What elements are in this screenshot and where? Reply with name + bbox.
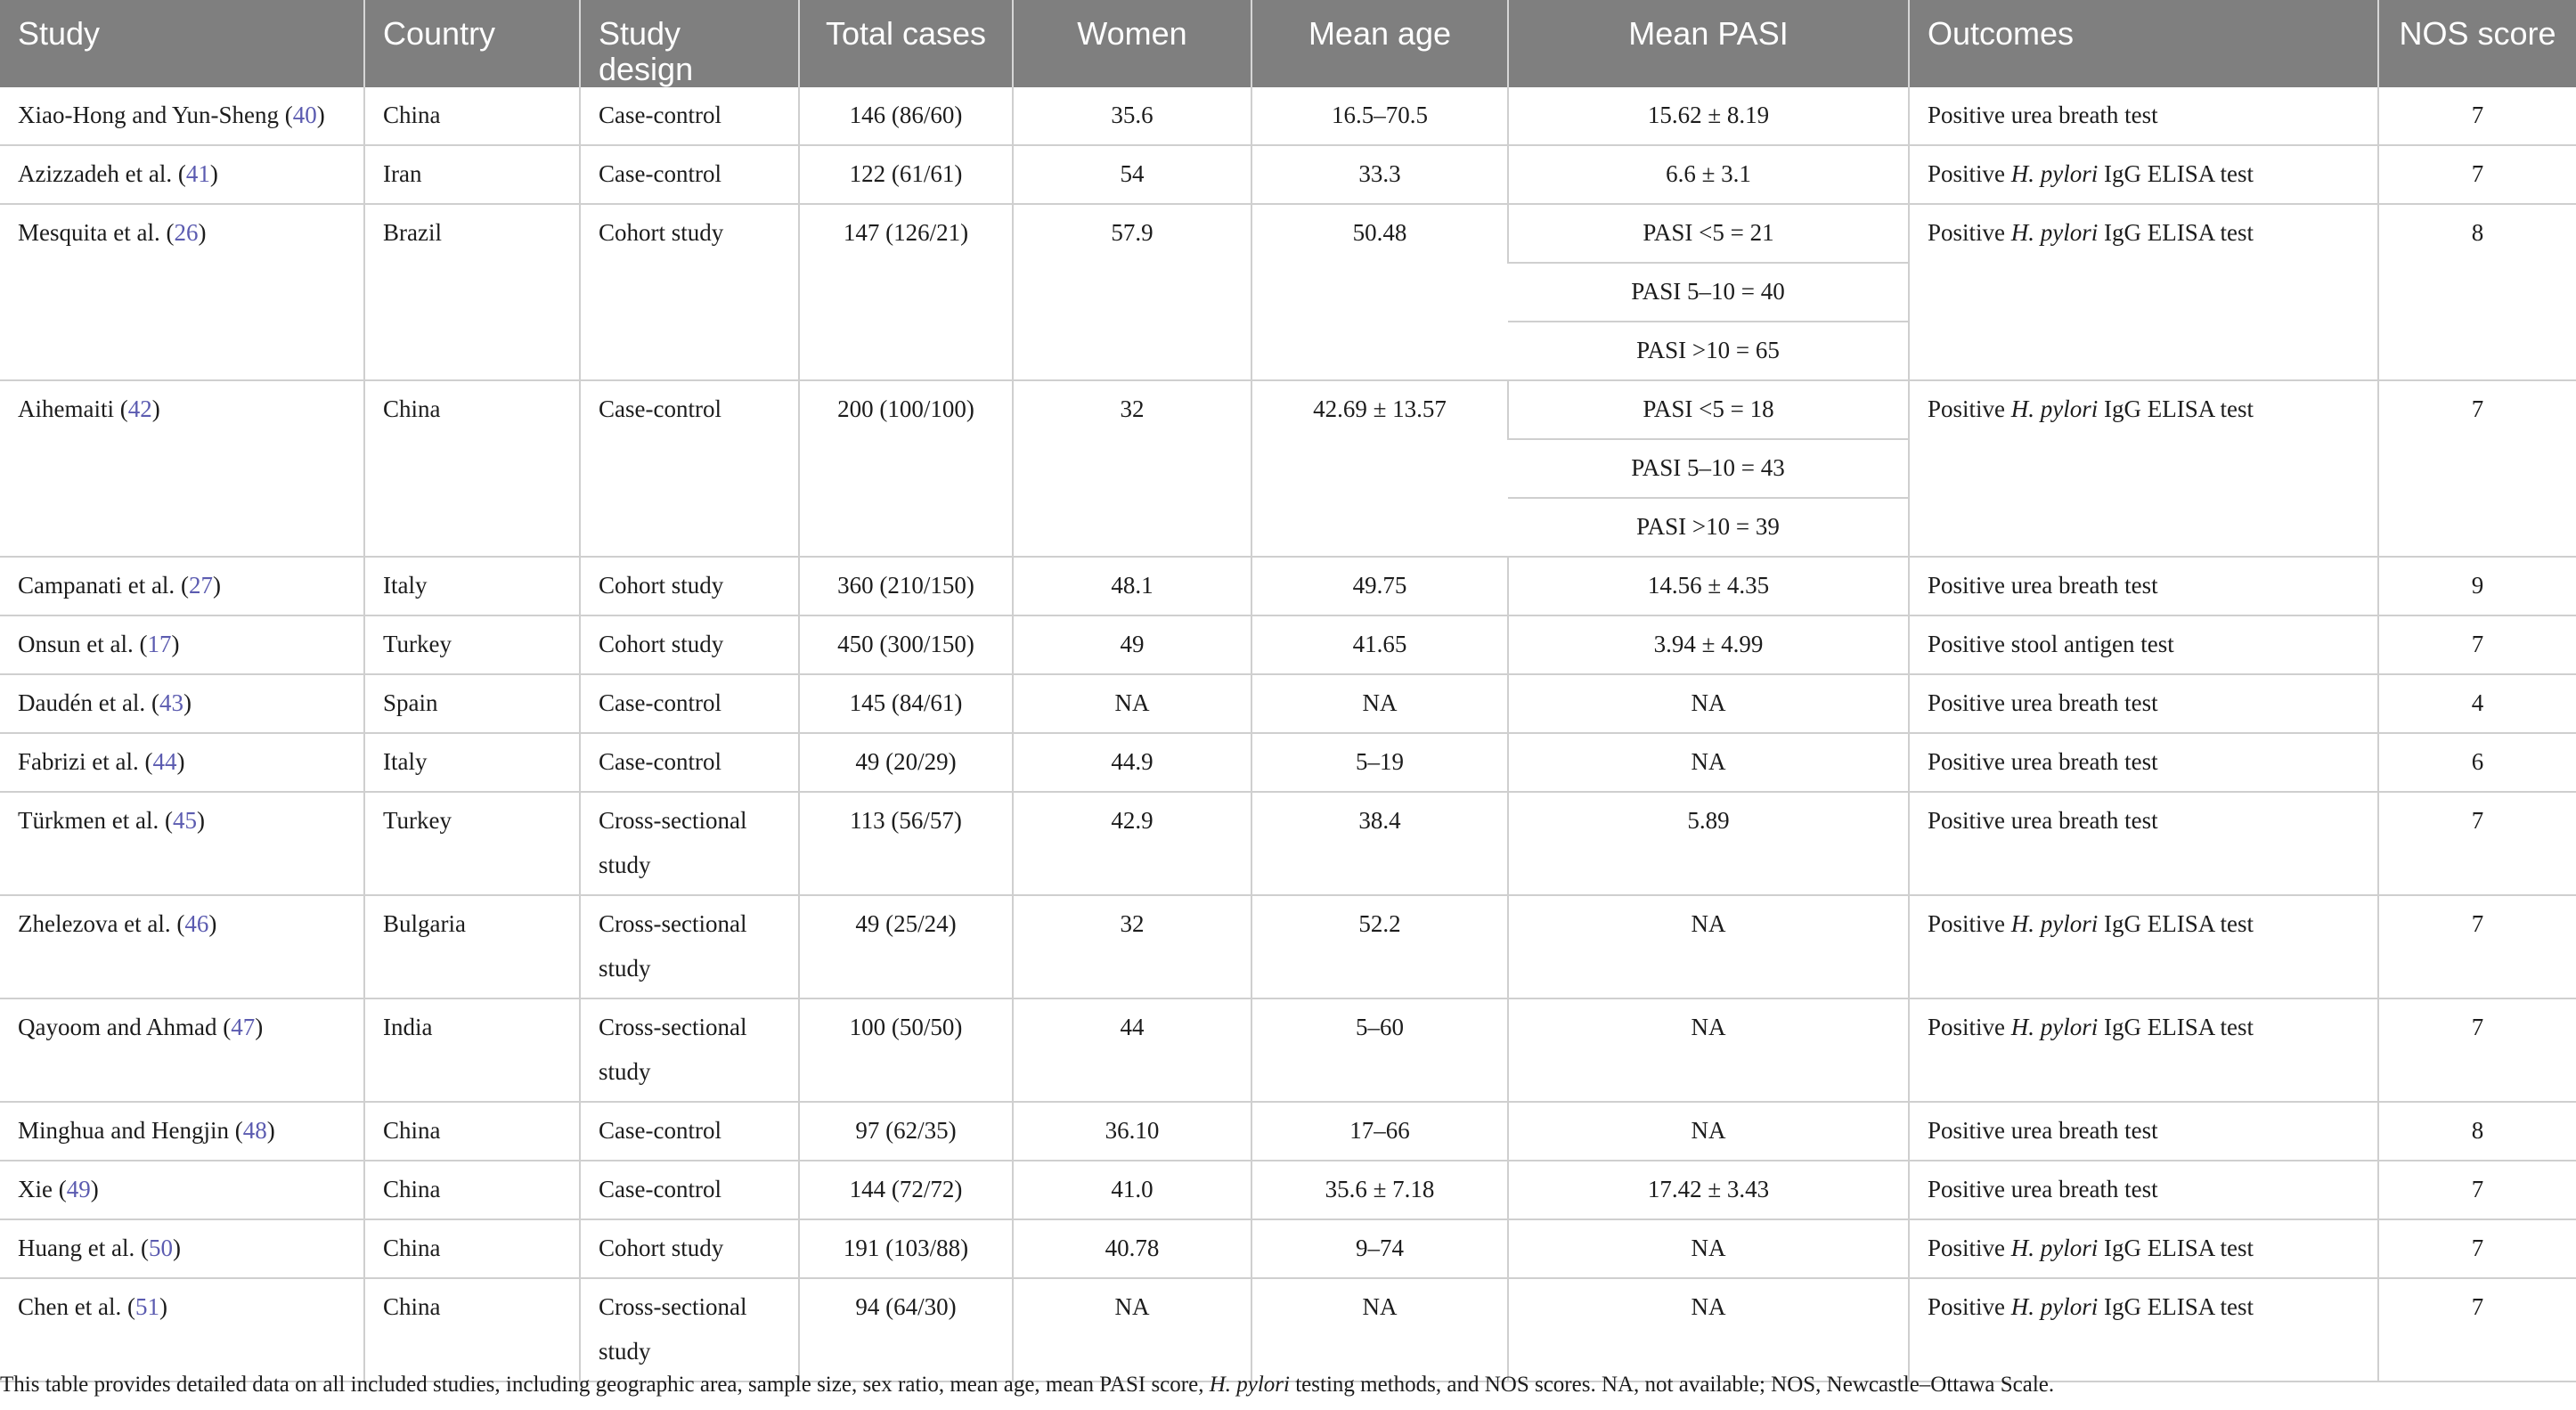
women-cell: 36.10 bbox=[1013, 1102, 1251, 1161]
mean-age-cell: 16.5–70.5 bbox=[1251, 87, 1508, 145]
study-name: Huang et al. bbox=[18, 1235, 135, 1261]
outcome-cell bbox=[1909, 557, 2378, 615]
nos-score-cell: 8 bbox=[2378, 204, 2576, 380]
country-cell: China bbox=[364, 1161, 580, 1219]
nos-score-cell: 9 bbox=[2378, 557, 2576, 615]
col-header-country: Country bbox=[364, 0, 580, 87]
table-row bbox=[0, 87, 2576, 145]
women-cell: 44.9 bbox=[1013, 733, 1251, 792]
total-cases-cell: 113 (56/57) bbox=[799, 792, 1013, 895]
nos-score-cell: 8 bbox=[2378, 1102, 2576, 1161]
nos-score-cell: 7 bbox=[2378, 1278, 2576, 1381]
total-cases-cell: 97 (62/35) bbox=[799, 1102, 1013, 1161]
table-row bbox=[0, 204, 2576, 263]
study-design-cell: Cohort study bbox=[580, 204, 799, 380]
mean-age-cell: 52.2 bbox=[1251, 895, 1508, 998]
study-cell: Azizzadeh et al. (41) bbox=[0, 145, 364, 204]
mean-pasi-cell: 5.89 bbox=[1508, 792, 1909, 895]
col-header-mean-pasi: Mean PASI bbox=[1508, 0, 1909, 87]
header-row bbox=[0, 0, 2576, 87]
reference-link[interactable]: 40 bbox=[292, 102, 317, 128]
study-name: Azizzadeh et al. bbox=[18, 160, 173, 187]
country-cell: India bbox=[364, 998, 580, 1102]
footnote-italic: H. pylori bbox=[1209, 1373, 1290, 1397]
outcome-text-end: IgG ELISA test bbox=[2098, 910, 2254, 937]
reference-link[interactable]: 27 bbox=[188, 572, 213, 599]
table-row bbox=[0, 792, 2576, 895]
table-row bbox=[0, 998, 2576, 1102]
nos-score-cell: 6 bbox=[2378, 733, 2576, 792]
outcome-text: Positive urea breath test bbox=[1928, 102, 2158, 128]
outcome-text-end: IgG ELISA test bbox=[2098, 219, 2254, 246]
mean-pasi-cell: PASI >10 = 39 bbox=[1508, 498, 1909, 557]
women-cell: 41.0 bbox=[1013, 1161, 1251, 1219]
mean-pasi-cell: 6.6 ± 3.1 bbox=[1508, 145, 1909, 204]
study-name: Xiao-Hong and Yun-Sheng bbox=[18, 102, 279, 128]
study-cell: Xiao-Hong and Yun-Sheng (40) bbox=[0, 87, 364, 145]
outcome-cell bbox=[1909, 615, 2378, 674]
study-name: Zhelezova et al. bbox=[18, 910, 171, 937]
study-design-cell: Cross-sectional study bbox=[580, 998, 799, 1102]
women-cell: 57.9 bbox=[1013, 204, 1251, 380]
study-cell: Minghua and Hengjin (48) bbox=[0, 1102, 364, 1161]
nos-score-cell: 7 bbox=[2378, 792, 2576, 895]
table-body bbox=[0, 87, 2576, 1381]
study-cell: Onsun et al. (17) bbox=[0, 615, 364, 674]
mean-pasi-cell: 14.56 ± 4.35 bbox=[1508, 557, 1909, 615]
study-design-cell: Cohort study bbox=[580, 557, 799, 615]
study-design-cell: Cross-sectional study bbox=[580, 895, 799, 998]
women-cell: 32 bbox=[1013, 380, 1251, 557]
outcome-cell bbox=[1909, 145, 2378, 204]
outcome-text-end: IgG ELISA test bbox=[2098, 1235, 2254, 1261]
table-row bbox=[0, 557, 2576, 615]
study-name: Daudén et al. bbox=[18, 689, 146, 716]
outcome-cell bbox=[1909, 1161, 2378, 1219]
outcome-cell bbox=[1909, 895, 2378, 998]
total-cases-cell: 146 (86/60) bbox=[799, 87, 1013, 145]
total-cases-cell: 360 (210/150) bbox=[799, 557, 1013, 615]
study-cell: Campanati et al. (27) bbox=[0, 557, 364, 615]
study-cell: Aihemaiti (42) bbox=[0, 380, 364, 557]
country-cell: China bbox=[364, 1102, 580, 1161]
study-name: Onsun et al. bbox=[18, 631, 134, 657]
mean-pasi-cell: PASI <5 = 18 bbox=[1508, 380, 1909, 439]
col-header-nos-score: NOS score bbox=[2378, 0, 2576, 87]
study-cell: Huang et al. (50) bbox=[0, 1219, 364, 1278]
outcome-cell bbox=[1909, 380, 2378, 557]
total-cases-cell: 122 (61/61) bbox=[799, 145, 1013, 204]
outcome-organism: H. pylori bbox=[2010, 910, 2099, 937]
outcome-text: Positive urea breath test bbox=[1928, 807, 2158, 834]
study-design-cell: Case-control bbox=[580, 87, 799, 145]
reference-link[interactable]: 47 bbox=[231, 1014, 256, 1040]
mean-age-cell: 33.3 bbox=[1251, 145, 1508, 204]
outcome-text: Positive bbox=[1928, 1235, 2011, 1261]
mean-pasi-cell: PASI 5–10 = 43 bbox=[1508, 439, 1909, 498]
outcome-cell bbox=[1909, 204, 2378, 380]
col-header-study: Study bbox=[0, 0, 364, 87]
study-design-cell: Case-control bbox=[580, 733, 799, 792]
study-design-cell: Case-control bbox=[580, 1161, 799, 1219]
women-cell: 49 bbox=[1013, 615, 1251, 674]
women-cell: 44 bbox=[1013, 998, 1251, 1102]
women-cell: 35.6 bbox=[1013, 87, 1251, 145]
reference-link[interactable]: 41 bbox=[185, 160, 210, 187]
total-cases-cell: 49 (25/24) bbox=[799, 895, 1013, 998]
country-cell: Brazil bbox=[364, 204, 580, 380]
table-row bbox=[0, 1161, 2576, 1219]
mean-pasi-cell: NA bbox=[1508, 1219, 1909, 1278]
country-cell: Italy bbox=[364, 557, 580, 615]
study-cell: Fabrizi et al. (44) bbox=[0, 733, 364, 792]
outcome-text: Positive urea breath test bbox=[1928, 572, 2158, 599]
table-row bbox=[0, 615, 2576, 674]
mean-pasi-cell: NA bbox=[1508, 1102, 1909, 1161]
study-design-cell: Case-control bbox=[580, 145, 799, 204]
outcome-text-end: IgG ELISA test bbox=[2098, 1293, 2254, 1320]
mean-age-cell: NA bbox=[1251, 674, 1508, 733]
table-row bbox=[0, 1219, 2576, 1278]
outcome-organism: H. pylori bbox=[2010, 1014, 2099, 1040]
outcome-text-end: IgG ELISA test bbox=[2098, 395, 2254, 422]
country-cell: China bbox=[364, 1219, 580, 1278]
nos-score-cell: 7 bbox=[2378, 1219, 2576, 1278]
col-header-mean-age: Mean age bbox=[1251, 0, 1508, 87]
study-name: Fabrizi et al. bbox=[18, 748, 139, 775]
footnote-text-end: testing methods, and NOS scores. NA, not available; NOS, Newcastle–Ottawa Scale. bbox=[1289, 1373, 2055, 1397]
mean-pasi-cell: PASI >10 = 65 bbox=[1508, 322, 1909, 380]
reference-link[interactable]: 51 bbox=[135, 1293, 159, 1320]
country-cell: China bbox=[364, 380, 580, 557]
footnote-text: This table provides detailed data on all included studies, including geographic area, sample size, sex ratio, mean age, mean PASI score, bbox=[0, 1373, 1210, 1397]
outcome-text: Positive stool antigen test bbox=[1928, 631, 2174, 657]
table-row bbox=[0, 733, 2576, 792]
women-cell: NA bbox=[1013, 674, 1251, 733]
study-cell: Xie (49) bbox=[0, 1161, 364, 1219]
mean-pasi-cell: PASI 5–10 = 40 bbox=[1508, 263, 1909, 322]
women-cell: 54 bbox=[1013, 145, 1251, 204]
women-cell: NA bbox=[1013, 1278, 1251, 1381]
table-header bbox=[0, 0, 2576, 87]
study-design-cell: Cohort study bbox=[580, 1219, 799, 1278]
mean-pasi-cell: 15.62 ± 8.19 bbox=[1508, 87, 1909, 145]
reference-link[interactable]: 17 bbox=[147, 631, 172, 657]
nos-score-cell: 7 bbox=[2378, 895, 2576, 998]
nos-score-cell: 7 bbox=[2378, 615, 2576, 674]
mean-age-cell: 9–74 bbox=[1251, 1219, 1508, 1278]
country-cell: Italy bbox=[364, 733, 580, 792]
country-cell: Bulgaria bbox=[364, 895, 580, 998]
outcome-text-end: IgG ELISA test bbox=[2098, 1014, 2254, 1040]
outcome-organism: H. pylori bbox=[2010, 395, 2099, 422]
mean-pasi-cell: 3.94 ± 4.99 bbox=[1508, 615, 1909, 674]
table-row bbox=[0, 380, 2576, 439]
study-design-cell: Cross-sectional study bbox=[580, 792, 799, 895]
col-header-women: Women bbox=[1013, 0, 1251, 87]
outcome-text: Positive bbox=[1928, 395, 2011, 422]
women-cell: 32 bbox=[1013, 895, 1251, 998]
mean-pasi-cell: PASI <5 = 21 bbox=[1508, 204, 1909, 263]
study-name: Minghua and Hengjin bbox=[18, 1117, 229, 1144]
total-cases-cell: 450 (300/150) bbox=[799, 615, 1013, 674]
outcome-text: Positive urea breath test bbox=[1928, 748, 2158, 775]
outcome-organism: H. pylori bbox=[2010, 160, 2099, 187]
study-design-cell: Case-control bbox=[580, 1102, 799, 1161]
col-header-study-design: Study design bbox=[580, 0, 799, 87]
total-cases-cell: 144 (72/72) bbox=[799, 1161, 1013, 1219]
outcome-cell bbox=[1909, 1278, 2378, 1381]
total-cases-cell: 147 (126/21) bbox=[799, 204, 1013, 380]
women-cell: 42.9 bbox=[1013, 792, 1251, 895]
study-name: Chen et al. bbox=[18, 1293, 122, 1320]
total-cases-cell: 200 (100/100) bbox=[799, 380, 1013, 557]
reference-link[interactable]: 45 bbox=[172, 807, 197, 834]
country-cell: Turkey bbox=[364, 615, 580, 674]
outcome-text: Positive bbox=[1928, 160, 2011, 187]
mean-pasi-cell: NA bbox=[1508, 674, 1909, 733]
country-cell: China bbox=[364, 1278, 580, 1381]
total-cases-cell: 191 (103/88) bbox=[799, 1219, 1013, 1278]
mean-age-cell: 5–19 bbox=[1251, 733, 1508, 792]
study-cell: Türkmen et al. (45) bbox=[0, 792, 364, 895]
mean-age-cell: 5–60 bbox=[1251, 998, 1508, 1102]
table-row bbox=[0, 674, 2576, 733]
total-cases-cell: 94 (64/30) bbox=[799, 1278, 1013, 1381]
table-row bbox=[0, 1102, 2576, 1161]
outcome-organism: H. pylori bbox=[2010, 1235, 2099, 1261]
reference-link[interactable]: 49 bbox=[66, 1176, 91, 1202]
mean-pasi-cell: NA bbox=[1508, 895, 1909, 998]
table-footnote bbox=[0, 1370, 2576, 1400]
outcome-text: Positive bbox=[1928, 1014, 2011, 1040]
outcome-cell bbox=[1909, 733, 2378, 792]
mean-pasi-cell: 17.42 ± 3.43 bbox=[1508, 1161, 1909, 1219]
outcome-text: Positive urea breath test bbox=[1928, 1176, 2158, 1202]
study-design-cell: Cross-sectional study bbox=[580, 1278, 799, 1381]
mean-age-cell: 41.65 bbox=[1251, 615, 1508, 674]
total-cases-cell: 49 (20/29) bbox=[799, 733, 1013, 792]
study-cell: Qayoom and Ahmad (47) bbox=[0, 998, 364, 1102]
study-name: Campanati et al. bbox=[18, 572, 175, 599]
reference-link[interactable]: 43 bbox=[159, 689, 183, 716]
outcome-organism: H. pylori bbox=[2010, 1293, 2099, 1320]
mean-age-cell: 49.75 bbox=[1251, 557, 1508, 615]
col-header-total-cases: Total cases bbox=[799, 0, 1013, 87]
country-cell: China bbox=[364, 87, 580, 145]
reference-link[interactable]: 50 bbox=[148, 1235, 173, 1261]
mean-pasi-cell: NA bbox=[1508, 998, 1909, 1102]
outcome-text: Positive urea breath test bbox=[1928, 1117, 2158, 1144]
total-cases-cell: 100 (50/50) bbox=[799, 998, 1013, 1102]
outcome-cell bbox=[1909, 998, 2378, 1102]
study-design-cell: Case-control bbox=[580, 674, 799, 733]
study-cell: Daudén et al. (43) bbox=[0, 674, 364, 733]
study-cell: Zhelezova et al. (46) bbox=[0, 895, 364, 998]
study-name: Xie bbox=[18, 1176, 53, 1202]
mean-age-cell: 50.48 bbox=[1251, 204, 1508, 380]
reference-link[interactable]: 48 bbox=[242, 1117, 267, 1144]
mean-age-cell: 17–66 bbox=[1251, 1102, 1508, 1161]
nos-score-cell: 7 bbox=[2378, 380, 2576, 557]
table-row bbox=[0, 145, 2576, 204]
outcome-text: Positive bbox=[1928, 1293, 2011, 1320]
study-cell: Mesquita et al. (26) bbox=[0, 204, 364, 380]
outcome-cell bbox=[1909, 1102, 2378, 1161]
total-cases-cell: 145 (84/61) bbox=[799, 674, 1013, 733]
outcome-cell bbox=[1909, 1219, 2378, 1278]
mean-age-cell: 35.6 ± 7.18 bbox=[1251, 1161, 1508, 1219]
outcome-organism: H. pylori bbox=[2010, 219, 2099, 246]
nos-score-cell: 4 bbox=[2378, 674, 2576, 733]
reference-link[interactable]: 44 bbox=[152, 748, 177, 775]
reference-link[interactable]: 26 bbox=[174, 219, 199, 246]
country-cell: Spain bbox=[364, 674, 580, 733]
study-name: Mesquita et al. bbox=[18, 219, 160, 246]
study-name: Aihemaiti bbox=[18, 395, 114, 422]
outcome-cell bbox=[1909, 792, 2378, 895]
women-cell: 40.78 bbox=[1013, 1219, 1251, 1278]
mean-age-cell: 38.4 bbox=[1251, 792, 1508, 895]
col-header-outcomes: Outcomes bbox=[1909, 0, 2378, 87]
mean-age-cell: 42.69 ± 13.57 bbox=[1251, 380, 1508, 557]
outcome-text: Positive urea breath test bbox=[1928, 689, 2158, 716]
mean-pasi-cell: NA bbox=[1508, 1278, 1909, 1381]
mean-pasi-cell: NA bbox=[1508, 733, 1909, 792]
outcome-text: Positive bbox=[1928, 219, 2011, 246]
outcome-text-end: IgG ELISA test bbox=[2098, 160, 2254, 187]
women-cell: 48.1 bbox=[1013, 557, 1251, 615]
nos-score-cell: 7 bbox=[2378, 145, 2576, 204]
nos-score-cell: 7 bbox=[2378, 998, 2576, 1102]
table-row bbox=[0, 1278, 2576, 1381]
mean-age-cell: NA bbox=[1251, 1278, 1508, 1381]
nos-score-cell: 7 bbox=[2378, 87, 2576, 145]
study-design-cell: Cohort study bbox=[580, 615, 799, 674]
outcome-cell bbox=[1909, 674, 2378, 733]
reference-link[interactable]: 42 bbox=[127, 395, 152, 422]
table-row bbox=[0, 895, 2576, 998]
study-name: Qayoom and Ahmad bbox=[18, 1014, 217, 1040]
study-name: Türkmen et al. bbox=[18, 807, 159, 834]
reference-link[interactable]: 46 bbox=[184, 910, 209, 937]
study-design-cell: Case-control bbox=[580, 380, 799, 557]
country-cell: Iran bbox=[364, 145, 580, 204]
country-cell: Turkey bbox=[364, 792, 580, 895]
study-cell: Chen et al. (51) bbox=[0, 1278, 364, 1381]
outcome-text: Positive bbox=[1928, 910, 2011, 937]
nos-score-cell: 7 bbox=[2378, 1161, 2576, 1219]
outcome-cell bbox=[1909, 87, 2378, 145]
